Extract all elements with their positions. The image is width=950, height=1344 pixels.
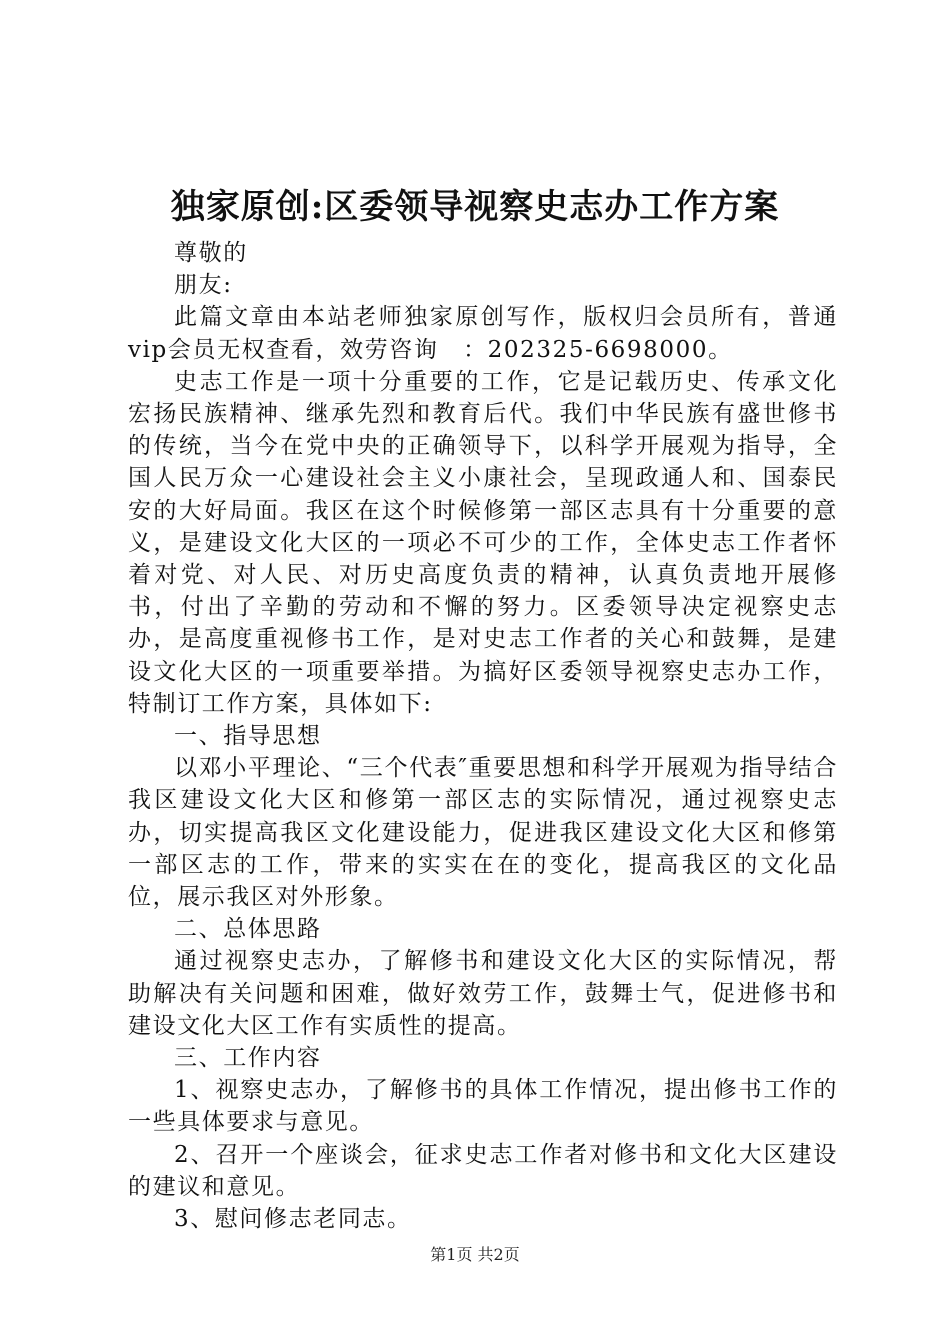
work-item-1: 1、视察史志办，了解修书的具体工作情况，提出修书工作的一些具体要求与意见。 (128, 1077, 838, 1136)
work-item-3: 3、慰问修志老同志。 (174, 1206, 412, 1233)
guiding-ideology-paragraph: 以邓小平理论、“三个代表″重要思想和科学开展观为指导结合我区建设文化大区和修第一部区志的实际情况，通过视察史志办，切实提高我区文化建设能力，促进我区建设文化大区和修第一部区志的工作，带来的实实在在的变化，提高我区的文化品位，展示我区对外形象。 (128, 755, 838, 911)
salutation-line-1: 尊敬的 (174, 240, 248, 266)
section-heading-overall-approach: 二、总体思路 (174, 916, 322, 943)
intro-paragraph: 史志工作是一项十分重要的工作，它是记载历史、传承文化宏扬民族精神、继承先烈和教育后代。我们中华民族有盛世修书的传统，当今在党中央的正确领导下，以科学开展观为指导，全国人民万众一心建设社会主义小康社会，呈现政通人和、国泰民安的大好局面。我区在这个时候修第一部区志具有十分重要的意义，是建设文化大区的一项必不可少的工作，全体史志工作者怀着对党、对人民、对历史高度负责的精神，认真负责地开展修书，付出了辛勤的劳动和不懈的努力。区委领导决定视察史志办，是高度重视修书工作，是对史志工作者的关心和鼓舞，是建设文化大区的一项重要举措。为搞好区委领导视察史志办工作，特制订工作方案，具体如下: (128, 368, 838, 717)
document-title: 独家原创:区委领导视察史志办工作方案 (170, 187, 780, 227)
work-item-2: 2、召开一个座谈会，征求史志工作者对修书和文化大区建设的建议和意见。 (128, 1141, 838, 1200)
page-number-footer: 第1页 共2页 (430, 1245, 520, 1264)
section-heading-work-content: 三、工作内容 (174, 1045, 322, 1072)
overall-approach-paragraph: 通过视察史志办，了解修书和建设文化大区的实际情况，帮助解决有关问题和困难，做好效劳工作，鼓舞士气，促进修书和建设文化大区工作有实质性的提高。 (128, 948, 838, 1039)
document-body (128, 237, 838, 1235)
section-heading-guiding-ideology: 一、指导思想 (174, 723, 322, 750)
copyright-notice: 此篇文章由本站老师独家原创写作，版权归会员所有，普通vip会员无权查看，效劳咨询 ：202325-6698000。 (128, 304, 838, 363)
salutation-line-2: 朋友: (174, 272, 233, 299)
